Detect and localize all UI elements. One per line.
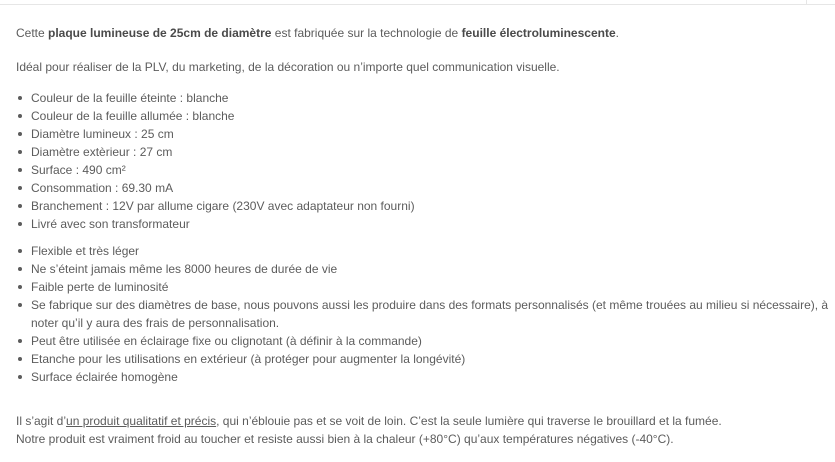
intro-paragraph	[16, 24, 831, 42]
spec-item: Couleur de la feuille éteinte : blanche	[31, 89, 831, 107]
spec-item: Couleur de la feuille allumée : blanche	[31, 107, 831, 125]
features-list	[16, 242, 831, 386]
intro-text-3: .	[615, 26, 619, 40]
tab-divider	[806, 0, 807, 5]
feature-item: Se fabrique sur des diamètres de base, nous pouvons aussi les produire dans des formats personnalisés (et même trouées au milieu si nécessaire), à noter qu’il y aura des frais de personnalisation.	[31, 296, 831, 332]
intro-bold-product: plaque lumineuse de 25cm de diamètre	[48, 26, 272, 40]
top-divider	[0, 0, 835, 5]
product-description	[16, 24, 831, 448]
intro-bold-technology: feuille électroluminescente	[461, 26, 616, 40]
spec-item: Branchement : 12V par allume cigare (230V avec adaptateur non fourni)	[31, 197, 831, 215]
quality-product-link[interactable]: un produit qualitatif et précis	[66, 414, 217, 428]
specifications-list	[16, 89, 831, 233]
outro-line-1	[16, 412, 831, 430]
feature-item: Peut être utilisée en éclairage fixe ou clignotant (à définir à la commande)	[31, 332, 831, 350]
spec-item: Surface : 490 cm²	[31, 161, 831, 179]
feature-item: Flexible et très léger	[31, 242, 831, 260]
spec-item: Diamètre lumineux : 25 cm	[31, 125, 831, 143]
feature-item: Faible perte de luminosité	[31, 278, 831, 296]
spec-item: Consommation : 69.30 mA	[31, 179, 831, 197]
usage-paragraph: Idéal pour réaliser de la PLV, du marketing, de la décoration ou n’importe quel communication visuelle.	[16, 60, 560, 74]
spec-item: Livré avec son transformateur	[31, 215, 831, 233]
feature-item: Etanche pour les utilisations en extérieur (à protéger pour augmenter la longévité)	[31, 350, 831, 368]
outro-line-2: Notre produit est vraiment froid au toucher et resiste aussi bien à la chaleur (+80°C) qu’aux températures négatives (-40°C).	[16, 432, 674, 446]
outro-text-before: Il s’agit d’	[16, 414, 67, 428]
feature-item: Surface éclairée homogène	[31, 368, 831, 386]
feature-item: Ne s’éteint jamais même les 8000 heures de durée de vie	[31, 260, 831, 278]
outro-text-after: , qui n’éblouie pas et se voit de loin. C’est la seule lumière qui traverse le brouillard et la fumée.	[216, 414, 722, 428]
intro-text-2: est fabriquée sur la technologie de	[271, 26, 462, 40]
spec-item: Diamètre extèrieur : 27 cm	[31, 143, 831, 161]
intro-text-1: Cette	[16, 26, 49, 40]
